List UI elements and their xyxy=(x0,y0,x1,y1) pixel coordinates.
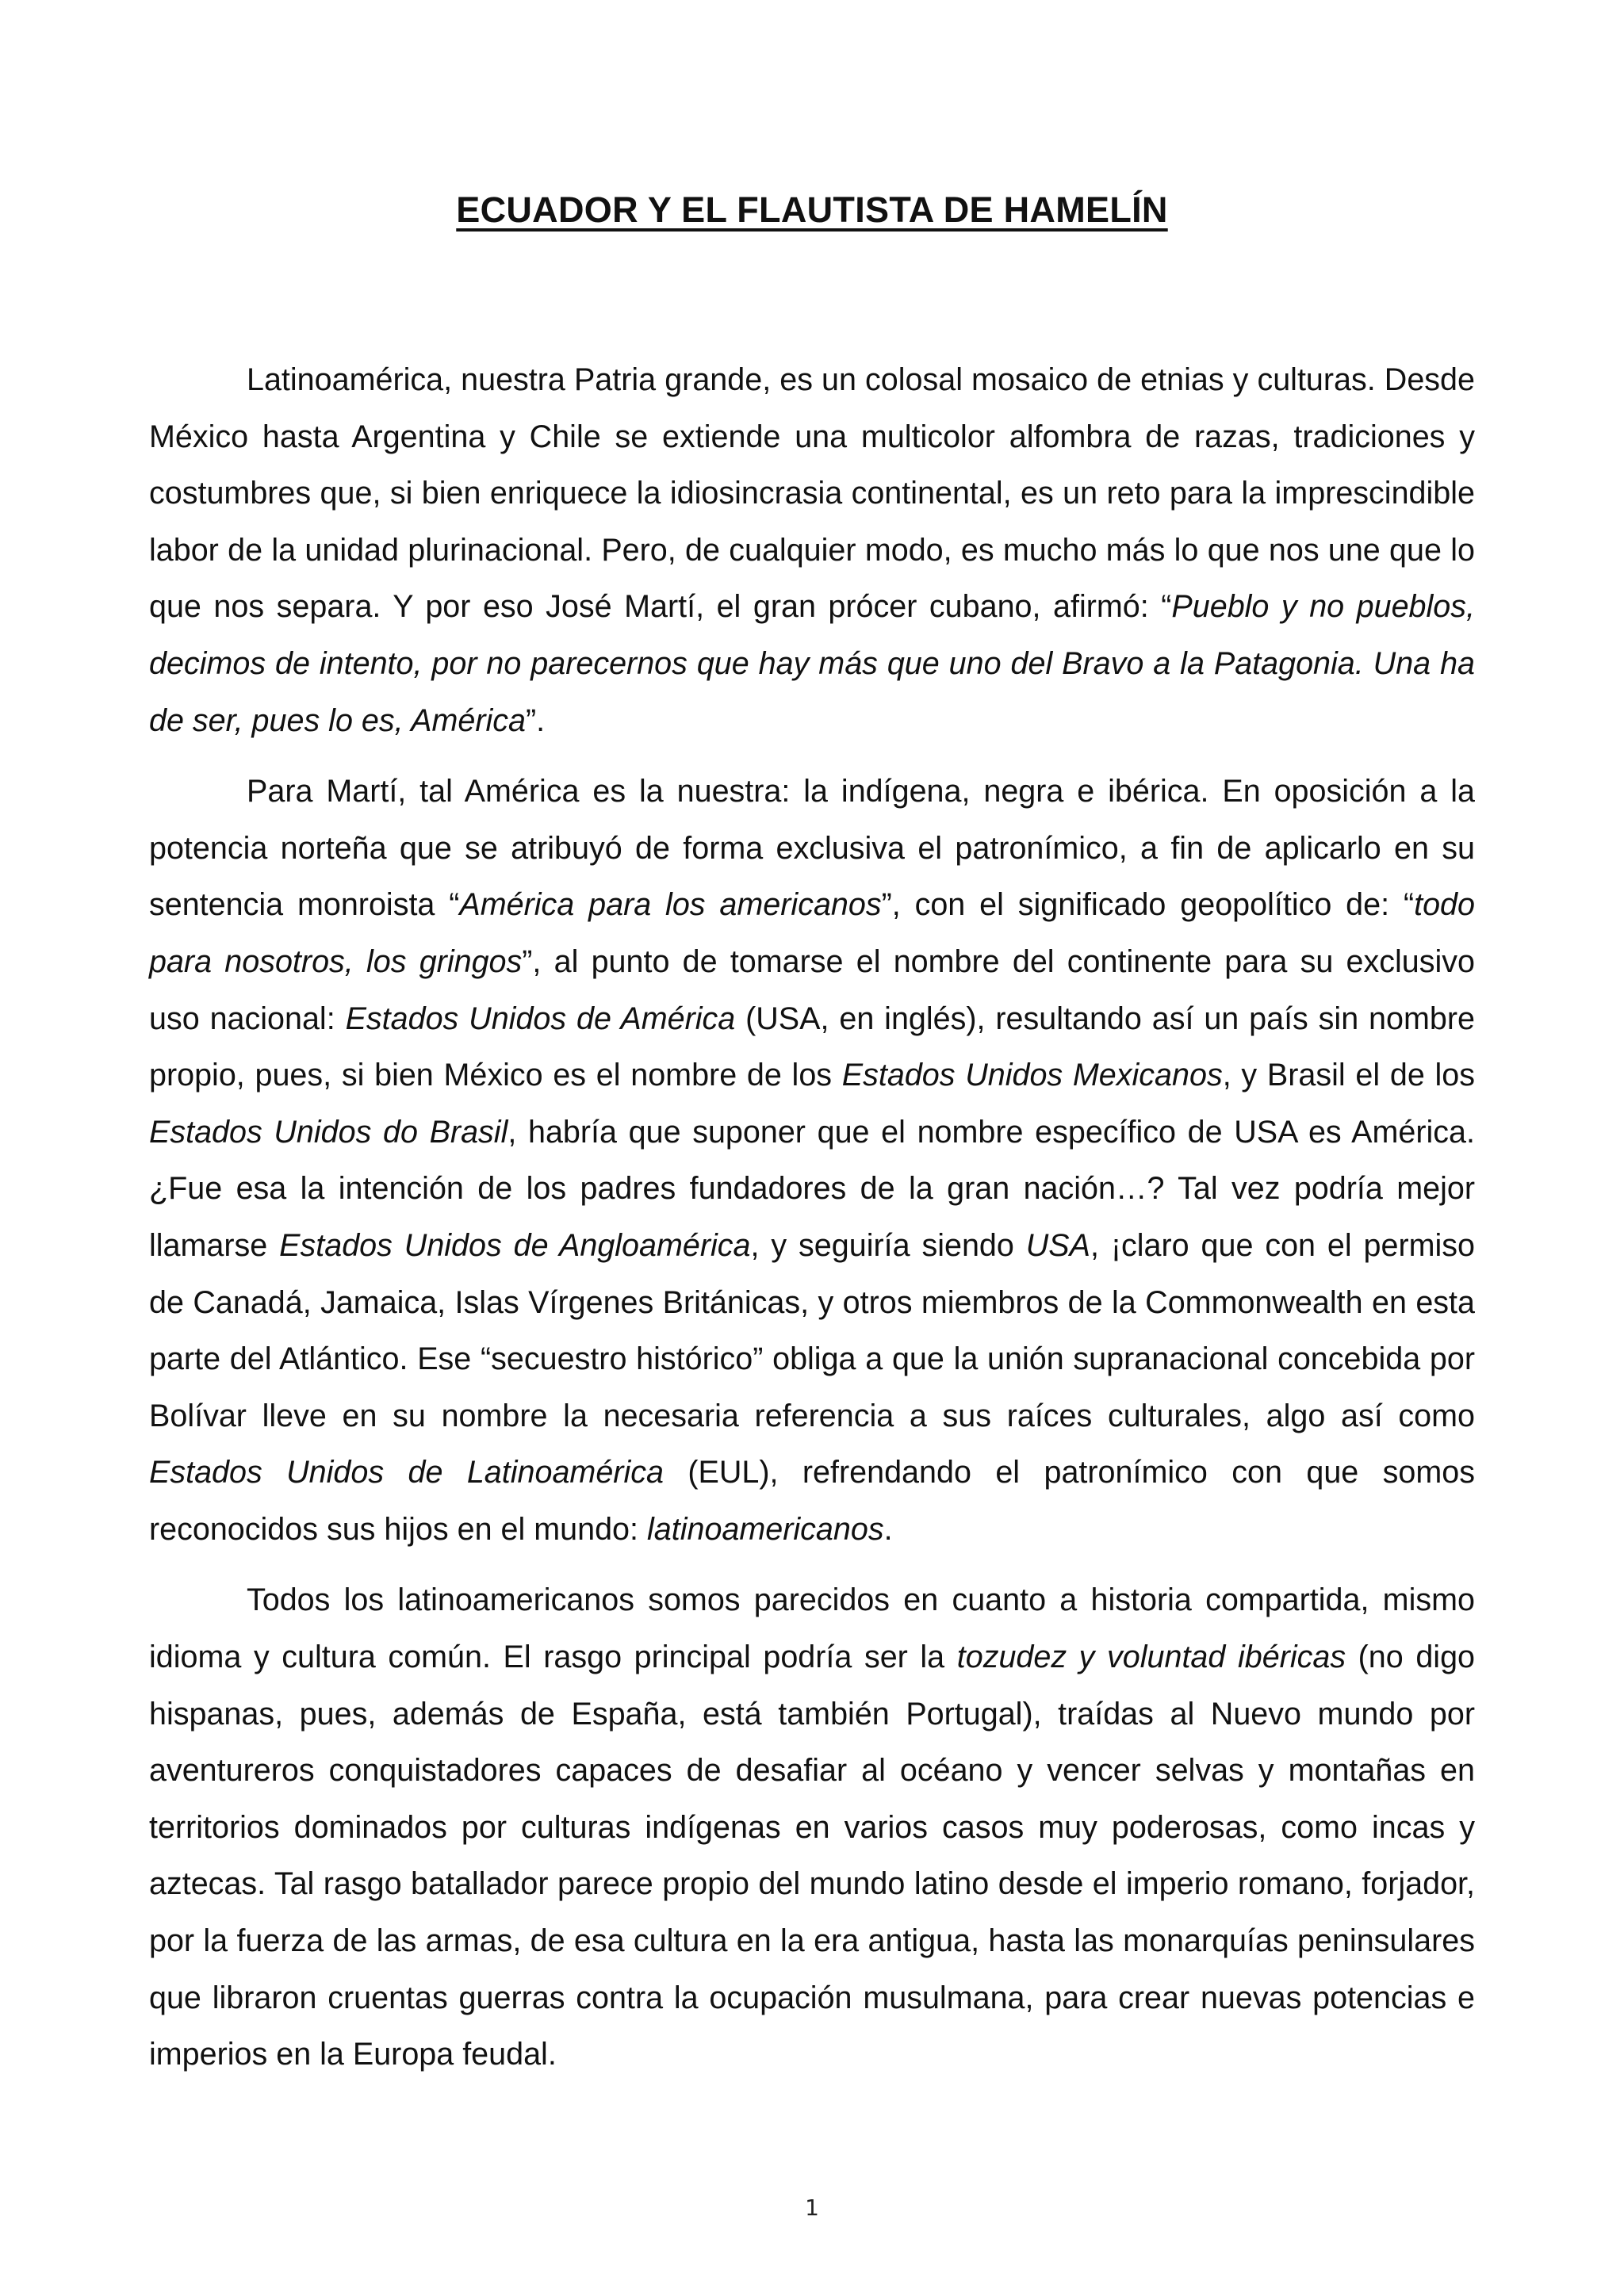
italic-text-run: Estados Unidos Mexicanos xyxy=(841,1058,1223,1093)
italic-text-run: latinoamericanos xyxy=(646,1511,884,1547)
text-run: , y seguiría siendo xyxy=(750,1227,1026,1263)
text-run: , habría que suponer que el nombre específico de USA es América. ¿Fue esa la intención de los padres fundadores de la gran nación…? Tal vez podría mejor llamarse xyxy=(149,1114,1475,1263)
text-run: , y Brasil el de los xyxy=(1222,1058,1475,1093)
page-number: 1 xyxy=(805,2195,819,2221)
italic-text-run: Estados Unidos do Brasil xyxy=(149,1114,508,1150)
italic-text-run: tozudez y voluntad ibéricas xyxy=(956,1640,1346,1675)
italic-text-run: todo para nosotros, los gringos xyxy=(149,887,1475,979)
text-run: (EUL), refrendando el patronímico con que somos reconocidos sus hijos en el mundo: xyxy=(149,1455,1475,1547)
text-run: Para Martí, tal América es la nuestra: la indígena, negra e ibérica. En oposición a la potencia norteña que se atribuyó de forma exclusiva el patronímico, a fin de aplicarlo en su sentencia monroista “ xyxy=(149,774,1475,923)
text-run: (USA, en inglés), resultando así un país sin nombre propio, pues, si bien México es el nombre de los xyxy=(149,1001,1475,1093)
text-run: ”. xyxy=(525,702,546,738)
text-run: (no digo hispanas, pues, además de España, está también Portugal), traídas al Nuevo mundo por aventureros conquistadores capaces de desafiar al océano y vencer selvas y montañas en territorios dominados por culturas indígenas en varios casos muy poderosas, como incas y aztecas. Tal rasgo batallador parece propio del mundo latino desde el imperio romano, forjador, por la fuerza de las armas, de esa cultura en la era antigua, hasta las monarquías peninsulares que libraron cruentas guerras contra la ocupación musulmana, para crear nuevas potencias e imperios en la Europa feudal. xyxy=(149,1640,1476,2072)
text-run: Todos los latinoamericanos somos parecidos en cuanto a historia compartida, mismo idioma y cultura común. El rasgo principal podría ser la xyxy=(149,1582,1475,1675)
italic-text-run: Pueblo y no pueblos, decimos de intento, por no parecernos que hay más que uno del Bravo a la Patagonia. Una ha de ser, pues lo es, América xyxy=(149,589,1475,738)
document-body xyxy=(149,352,1475,2098)
document-title: ECUADOR Y EL FLAUTISTA DE HAMELÍN xyxy=(456,189,1168,230)
italic-text-run: Estados Unidos de América xyxy=(345,1001,736,1036)
italic-text-run: América para los americanos xyxy=(459,887,882,923)
italic-text-run: USA xyxy=(1025,1227,1090,1263)
text-run: Latinoamérica, nuestra Patria grande, es un colosal mosaico de etnias y culturas. Desde México hasta Argentina y Chile se extiende una multicolor alfombra de razas, tradiciones y costumbres que, si bien enriquece la idiosincrasia continental, es un reto para la imprescindible labor de la unidad plurinacional. Pero, de cualquier modo, es mucho más lo que nos une que lo que nos separa. Y por eso José Martí, el gran prócer cubano, afirmó: “ xyxy=(149,362,1475,625)
text-run: ”, al punto de tomarse el nombre del continente para su exclusivo uso nacional: xyxy=(149,943,1475,1036)
paragraph-1 xyxy=(149,352,1475,749)
text-run: . xyxy=(883,1511,893,1547)
text-run: , ¡claro que con el permiso de Canadá, Jamaica, Islas Vírgenes Británicas, y otros miembros de la Commonwealth en esta parte del Atlántico. Ese “secuestro histórico” obliga a que la unión supranacional concebida por Bolívar lleve en su nombre la necesaria referencia a sus raíces culturales, algo así como xyxy=(149,1227,1476,1433)
italic-text-run: Estados Unidos de Latinoamérica xyxy=(149,1455,664,1490)
italic-text-run: Estados Unidos de Angloamérica xyxy=(279,1227,751,1263)
paragraph-2 xyxy=(149,763,1475,1558)
paragraph-3 xyxy=(149,1572,1475,2083)
text-run: ”, con el significado geopolítico de: “ xyxy=(881,887,1415,923)
